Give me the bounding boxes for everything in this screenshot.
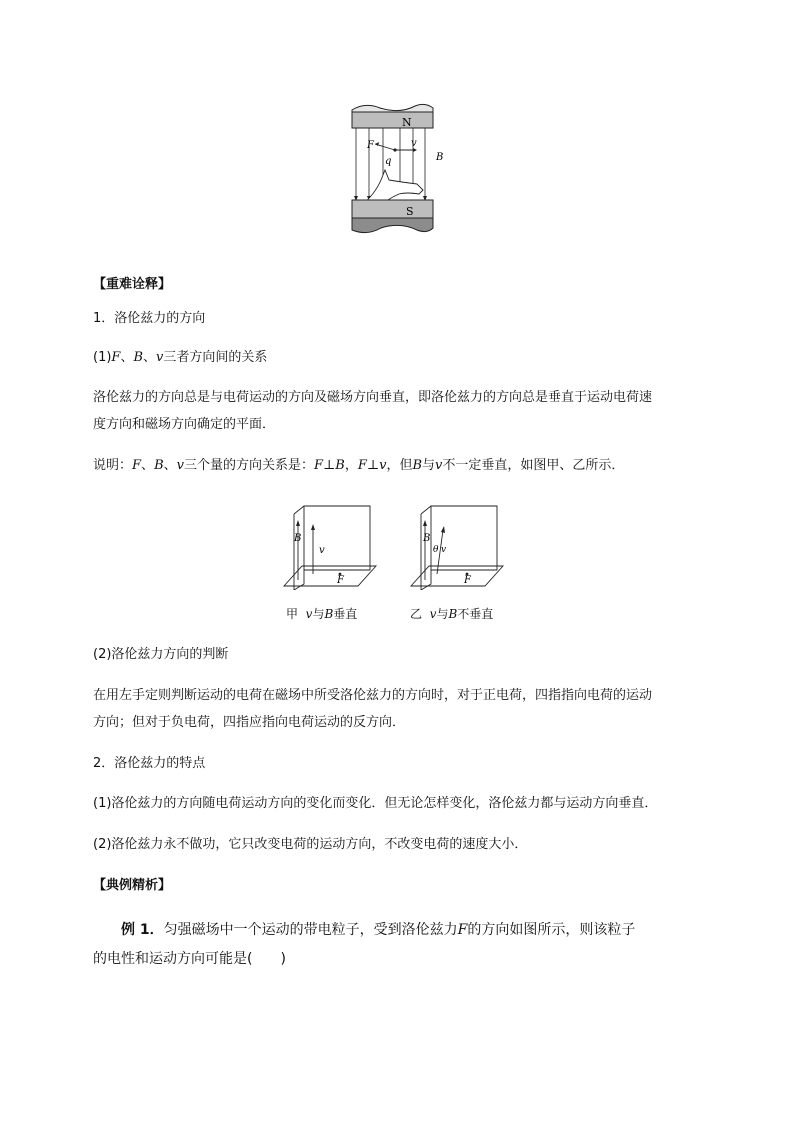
example-1-line-1 [121,919,635,939]
relation-f-perp-v: F⊥v [357,458,387,473]
caption-v: v [429,607,437,621]
symbol-b: B [154,458,164,473]
symbol-b: B [133,350,144,365]
paragraph-1-line-2: 度方向和磁场方向确定的平面． [93,417,276,432]
paragraph-1-line-1: 洛伦兹力的方向总是与电荷运动的方向及磁场方向垂直，即洛伦兹力的方向总是垂直于运动电荷速 [93,390,653,405]
note-prefix: 说明： [93,458,133,473]
sep: 、 [141,458,155,473]
caption-v: v [305,607,313,621]
example-1-text-b: 的方向如图所示，则该粒子 [467,922,636,938]
magnet-label-b: B [436,152,444,163]
note-mid: 三个量的方向关系是： [184,458,315,473]
item-1-1-prefix: (1) [93,350,112,365]
right-fig-f-label: F [464,575,471,586]
left-fig-caption [286,605,357,622]
right-fig-theta-label: θ [433,545,439,555]
left-fig-f-label: F [337,575,344,586]
magnet-label-q: q [385,156,392,167]
sep: ， [344,458,358,473]
paragraph-2-line-1: 在用左手定则判断运动的电荷在磁场中所受洛伦兹力的方向时，对于正电荷，四指指向电荷的运动 [93,688,653,703]
note-line [93,454,624,473]
example-1-line-2: 的电性和运动方向可能是( ) [93,951,286,967]
example-1-label: 例 1． [121,922,164,938]
figure-left-perpendicular [282,504,382,590]
sep: 、 [120,350,134,365]
right-fig-v-label: v [441,545,447,555]
caption-prefix: 甲 [286,607,299,621]
magnet-hand-figure [345,98,445,238]
item-2-1: (1)洛伦兹力的方向随电荷运动方向的变化而变化．但无论怎样变化，洛伦兹力都与运动方向垂直． [93,796,658,811]
symbol-v: v [176,458,184,473]
symbol-f: F [457,922,468,938]
section-heading-examples: 【典例精析】 [93,878,172,893]
left-fig-b-label: B [294,533,302,544]
item-1-1-suffix: 三者方向间的关系 [163,350,268,365]
figure-right-not-perpendicular [409,504,509,590]
section-heading-key-points: 【重难诠释】 [93,277,172,292]
caption-b: B [324,607,334,621]
symbol-f: F [132,458,142,473]
note-with: 与 [422,458,436,473]
right-fig-b-label: B [423,533,431,544]
item-1-title: 1．洛伦兹力的方向 [93,311,206,326]
caption-prefix: 乙 [410,607,423,621]
sep: 、 [163,458,177,473]
note-end: 不一定垂直，如图甲、乙所示． [442,458,625,473]
magnet-label-f: F [367,140,374,151]
paragraph-2-line-2: 方向；但对于负电荷，四指应指向电荷运动的反方向． [93,715,406,730]
caption-mid: 与 [312,607,325,621]
symbol-b: B [412,458,423,473]
caption-b: B [448,607,458,621]
caption-end: 垂直 [333,607,358,621]
item-1-2: (2)洛伦兹力方向的判断 [93,647,229,662]
example-1-text-a: 匀强磁场中一个运动的带电粒子，受到洛伦兹力 [163,922,458,938]
magnet-label-s: S [406,205,414,218]
caption-end: 不垂直 [457,607,494,621]
symbol-f: F [111,350,121,365]
symbol-v: v [435,458,443,473]
item-2-title: 2．洛伦兹力的特点 [93,756,206,771]
magnet-label-v: v [411,138,417,149]
sep: 、 [143,350,157,365]
symbol-v: v [156,350,164,365]
relation-f-perp-b: F⊥B [314,458,345,473]
left-fig-v-label: v [319,545,325,556]
item-2-2: (2)洛伦兹力永不做功，它只改变电荷的运动方向，不改变电荷的速度大小． [93,837,528,852]
magnet-label-n: N [402,116,412,129]
note-but: ，但 [386,458,413,473]
right-fig-caption [410,605,493,622]
caption-mid: 与 [436,607,449,621]
item-1-1 [93,346,267,365]
